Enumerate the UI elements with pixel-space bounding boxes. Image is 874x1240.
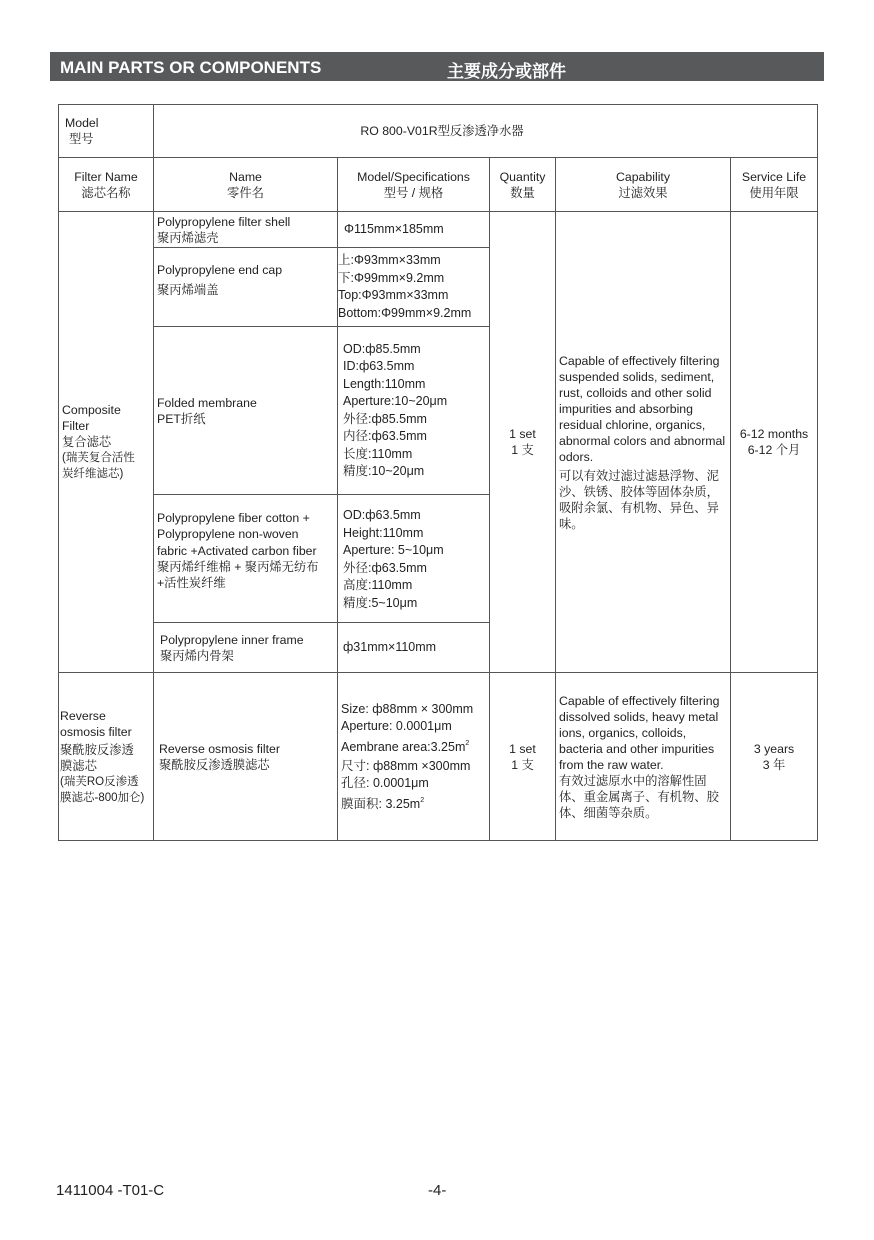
service-life-en: 6-12 months bbox=[739, 427, 809, 441]
spec-text: Aembrane area:3.25m bbox=[341, 739, 466, 754]
capability-zh: 有效过滤原水中的溶解性固体、重金属离子、有机物、胶体、细菌等杂质。 bbox=[559, 773, 719, 820]
spec-line: 长度:110mm bbox=[343, 446, 413, 461]
part-name-line: fabric +Activated carbon fiber bbox=[157, 543, 317, 558]
filter-name-composite bbox=[59, 212, 154, 673]
table-row bbox=[59, 673, 818, 841]
quantity-zh: 1 支 bbox=[511, 443, 534, 457]
filter-name-line: 炭纤维滤芯) bbox=[62, 468, 124, 480]
service-life-zh: 6-12 个月 bbox=[747, 443, 801, 457]
section-title-zh: 主要成分或部件 bbox=[447, 62, 566, 82]
spec-line: Length:110mm bbox=[343, 376, 426, 391]
spec-line: Size: ф88mm × 300mm bbox=[341, 701, 474, 716]
part-spec-cell bbox=[338, 623, 490, 673]
header-quantity-zh: 数量 bbox=[510, 185, 535, 200]
header-filter-name-zh: 滤芯名称 bbox=[81, 185, 131, 200]
service-life-cell bbox=[731, 673, 818, 841]
part-name-en: Reverse osmosis filter bbox=[159, 741, 280, 756]
capability-cell bbox=[556, 212, 731, 673]
spec-line: Aperture:10~20μm bbox=[343, 394, 448, 408]
part-name-zh: 聚丙烯内骨架 bbox=[160, 648, 234, 663]
spec-line: Bottom:Φ99mm×9.2mm bbox=[338, 305, 472, 320]
service-life-cell bbox=[731, 212, 818, 673]
filter-name-line: 复合滤芯 bbox=[62, 435, 112, 449]
part-name-line: Polypropylene fiber cotton + bbox=[157, 511, 310, 525]
part-name-en: Polypropylene filter shell bbox=[157, 214, 291, 229]
spec-line: 精度:5~10μm bbox=[343, 595, 418, 610]
quantity-cell bbox=[490, 673, 556, 841]
filter-name-line: (瑞芙复合活性 bbox=[62, 452, 135, 464]
spec-line: OD:ф85.5mm bbox=[343, 341, 421, 356]
header-spec-zh: 型号 / 规格 bbox=[383, 185, 444, 200]
part-name-cell bbox=[154, 248, 338, 327]
header-quantity bbox=[490, 158, 556, 212]
service-life-en: 3 years bbox=[753, 741, 795, 756]
header-name-en: Name bbox=[229, 169, 262, 184]
filter-name-line: (瑞芙RO反渗透 bbox=[60, 775, 139, 788]
model-value: RO 800-V01R型反渗透净水器 bbox=[154, 105, 818, 158]
part-spec-cell bbox=[338, 673, 490, 841]
part-name-zh: 聚丙烯滤壳 bbox=[157, 230, 219, 245]
filter-name-line: 膜滤芯 bbox=[60, 758, 97, 773]
quantity-cell bbox=[490, 212, 556, 673]
header-quantity-en: Quantity bbox=[499, 169, 546, 184]
capability-cell bbox=[556, 673, 731, 841]
part-name-line: 聚丙烯纤维棉 + 聚丙烯无纺布 bbox=[157, 559, 319, 574]
spec-line: 高度:110mm bbox=[343, 578, 413, 592]
filter-name-line: Reverse bbox=[60, 708, 106, 723]
section-title-en: MAIN PARTS OR COMPONENTS bbox=[60, 58, 322, 77]
spec-line-with-superscript bbox=[341, 792, 486, 813]
spec-text: 膜面积: 3.25m bbox=[341, 796, 421, 811]
model-label-zh: 型号 bbox=[69, 132, 94, 146]
header-name bbox=[154, 158, 338, 212]
header-name-zh: 零件名 bbox=[227, 185, 264, 200]
service-life-zh: 3 年 bbox=[762, 757, 786, 772]
spec-line: 下:Φ99mm×9.2mm bbox=[338, 270, 445, 285]
part-name-en: Polypropylene end cap bbox=[157, 263, 283, 277]
header-filter-name bbox=[59, 158, 154, 212]
part-name-zh: 聚酰胺反渗透膜滤芯 bbox=[159, 757, 270, 772]
spec-line: Top:Φ93mm×33mm bbox=[338, 288, 449, 302]
capability-zh: 可以有效过滤过滤悬浮物、泥沙、铁锈、胶体等固体杂质，吸附余氯、有机物、异色、异味。 bbox=[559, 468, 719, 531]
page-number: -4- bbox=[428, 1182, 447, 1199]
filter-name-line: 膜滤芯-800加仑) bbox=[60, 791, 145, 804]
spec-line: Φ115mm×185mm bbox=[344, 221, 444, 236]
part-spec-cell bbox=[338, 212, 490, 248]
part-name-zh: PET折纸 bbox=[157, 411, 206, 426]
model-row bbox=[59, 105, 818, 158]
header-service-life-zh: 使用年限 bbox=[749, 185, 799, 200]
header-filter-name-en: Filter Name bbox=[74, 169, 138, 184]
filter-name-reverse-osmosis bbox=[59, 673, 154, 841]
header-service-life bbox=[731, 158, 818, 212]
part-name-en: Polypropylene inner frame bbox=[160, 632, 304, 647]
filter-name-line: 聚酰胺反渗透 bbox=[60, 742, 134, 757]
spec-line: 尺寸: ф88mm ×300mm bbox=[341, 758, 471, 773]
spec-line: ф31mm×110mm bbox=[343, 639, 437, 654]
part-spec-cell bbox=[338, 327, 490, 495]
part-name-cell bbox=[154, 623, 338, 673]
document-code: 1411004 -T01-C bbox=[56, 1182, 165, 1199]
capability-en: Capable of effectively filtering suspended solids, sediment, rust, colloids and other solid impurities and absorbing residual chlorine, organics, abnormal colors and abnormal odors. bbox=[559, 353, 726, 464]
spec-line: ID:ф63.5mm bbox=[343, 359, 415, 373]
spec-line: 精度:10~20μm bbox=[343, 464, 425, 478]
spec-line: OD:ф63.5mm bbox=[343, 508, 421, 522]
spec-line: 外径:ф85.5mm bbox=[343, 411, 427, 426]
section-header-bar bbox=[50, 52, 824, 81]
part-spec-cell bbox=[338, 495, 490, 623]
part-spec-cell bbox=[338, 248, 490, 327]
part-name-en: Folded membrane bbox=[157, 395, 257, 410]
spec-line: Height:110mm bbox=[343, 525, 424, 540]
header-capability-en: Capability bbox=[616, 169, 670, 184]
quantity-zh: 1 支 bbox=[511, 757, 534, 772]
capability-en: Capable of effectively filtering dissolved solids, heavy metal ions, organics, colloids, bacteria and other impurities from the raw water. bbox=[559, 693, 720, 772]
part-name-cell bbox=[154, 212, 338, 248]
part-name-zh: 聚丙烯端盖 bbox=[157, 283, 219, 297]
model-label-cell bbox=[59, 105, 154, 158]
table-row bbox=[59, 212, 818, 248]
spec-line: 内径:ф63.5mm bbox=[343, 429, 427, 443]
superscript: 2 bbox=[420, 796, 425, 804]
filter-name-line: Filter bbox=[62, 419, 90, 433]
quantity-en: 1 set bbox=[509, 427, 536, 441]
header-row bbox=[59, 158, 818, 212]
quantity-en: 1 set bbox=[509, 741, 536, 756]
spec-line: 上:Φ93mm×33mm bbox=[338, 253, 441, 267]
part-name-cell bbox=[154, 327, 338, 495]
header-service-life-en: Service Life bbox=[741, 169, 807, 184]
spec-line-with-superscript bbox=[341, 735, 486, 756]
part-name-line: +活性炭纤维 bbox=[157, 576, 226, 591]
part-name-line: Polypropylene non-woven bbox=[157, 527, 299, 542]
components-table bbox=[58, 104, 818, 841]
spec-line: 外径:ф63.5mm bbox=[343, 560, 427, 575]
spec-line: Aperture: 0.0001μm bbox=[341, 718, 452, 733]
spec-line: Aperture: 5~10μm bbox=[343, 543, 444, 557]
model-label-en: Model bbox=[65, 116, 99, 130]
header-spec bbox=[338, 158, 490, 212]
filter-name-line: Composite bbox=[62, 403, 121, 417]
superscript: 2 bbox=[465, 739, 470, 747]
header-spec-en: Model/Specifications bbox=[357, 169, 470, 184]
part-name-cell bbox=[154, 495, 338, 623]
header-capability bbox=[556, 158, 731, 212]
part-name-cell bbox=[154, 673, 338, 841]
filter-name-line: osmosis filter bbox=[60, 724, 132, 739]
spec-line: 孔径: 0.0001μm bbox=[341, 775, 429, 790]
header-capability-zh: 过滤效果 bbox=[618, 185, 668, 200]
